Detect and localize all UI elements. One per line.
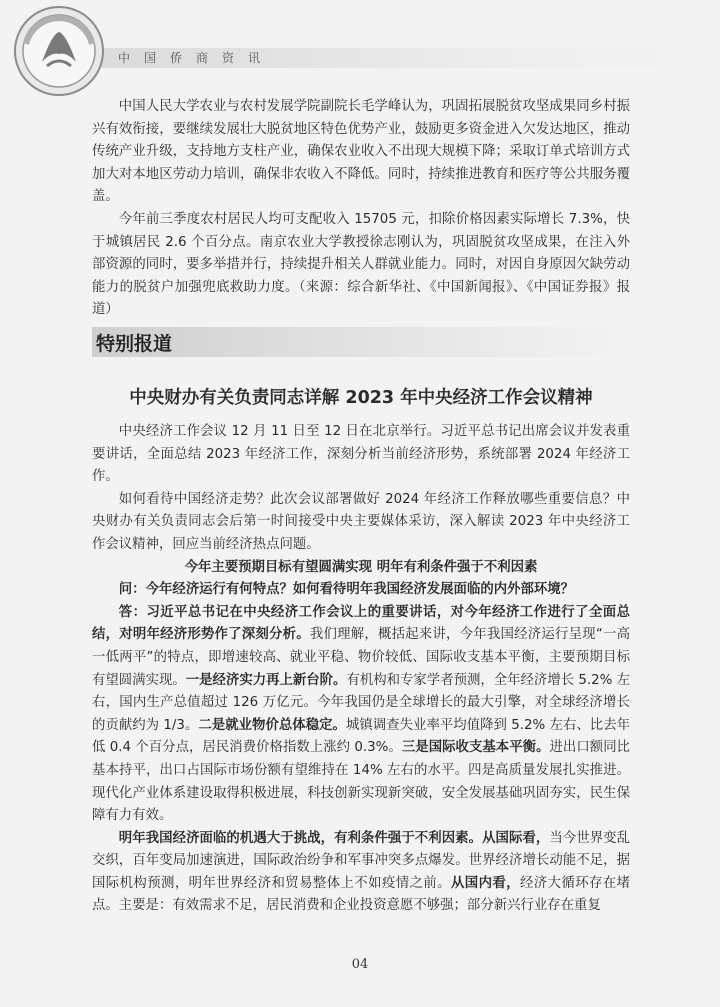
answer-text: 当今世界变乱交织，百年变局加速演进，国际政治纷争和军事冲突多点爆发。世界经济增长动能不足，据国际机构预测，明年世界经济和贸易整体上不如疫情之前。 [92,830,631,891]
intro-paragraph-2: 今年前三季度农村居民人均可支配收入 15705 元，扣除价格因素实际增长 7.3%，快于城镇居民 2.6 个百分点。南京农业大学教授徐志刚认为，巩固脱贫攻坚成果，在注入外部资源的同时，要多举措并行，持续提升相关人群就业能力。同时，对因自身原因欠缺劳动能力的脱贫户加强兜底救助力度。（来源：综合新华社、《中国新闻报》、《中国证券报》报道） [92,211,630,318]
header-title: 中国侨商资讯 [118,51,275,65]
intro-paragraph-1: 中国人民大学农业与农村发展学院副院长毛学峰认为，巩固拓展脱贫攻坚成果同乡村振兴有效衔接，要继续发展壮大脱贫地区特色优势产业，鼓励更多资金进入欠发达地区，推动传统产业升级，支持地方支柱产业，确保农业收入不出现大规模下降；采取订单式培训方式加大对本地区劳动力培训，确保非农收入不降低。同时，持续推进教育和医疗等公共服务覆盖。 [92,99,630,205]
article-subheading: 今年主要预期目标有望圆满实现 明年有利条件强于不利因素 [184,559,538,575]
magazine-logo [12,4,106,98]
answer-bold: 三是国际收支基本平衡。 [401,740,550,756]
answer-bold: 二是就业物价总体稳定。 [198,717,346,733]
answer-text: 进出口额同比基本持平，出口占国际市场份额有望维持在 14% 左右的水平。四是高质量发展扎实推进。现代化产业体系建设取得积极进展，科技创新实现新突破，安全发展基础巩固夯实，民生保障有力有效。 [92,740,631,824]
section-banner [92,327,632,357]
answer-text: 经济大循环存在堵点。主要是：有效需求不足，居民消费和企业投资意愿不够强；部分新兴行业存在重复 [92,875,631,914]
article-paragraph-2: 如何看待中国经济走势？此次会议部署做好 2024 年经济工作释放哪些重要信息？中央财办有关负责同志会后第一时间接受中央主要媒体采访，深入解读 2023 年中央经济工作会议精神，回应当前经济热点问题。 [92,491,630,552]
answer-bold: 明年我国经济面临的机遇大于挑战，有利条件强于不利因素。从国际看， [118,830,550,846]
section-label: 特别报道 [96,333,173,355]
interview-answer-2 [92,828,630,918]
answer-bold: 答：习近平总书记在中央经济工作会议上的重要讲话，对今年经济工作进行了全面总结，对明年经济形势作了深刻分析。 [92,604,630,643]
answer-text: 我们理解，概括起来讲，今年我国经济运行呈现“一高一低两平”的特点，即增速较高、就业平稳、物价较低、国际收支基本平衡，主要预期目标有望圆满实现。 [92,627,631,688]
article-body [92,421,630,918]
intro-text [92,96,630,322]
interview-answer-1 [92,602,630,828]
answer-bold: 一是经济实力再上新台阶。 [185,672,347,688]
answer-text: 有机构和专家学者预测，全年经济增长 5.2% 左右，国内生产总值超过 126 万亿元。今年我国仍是全球增长的最大引擎，对全球经济增长的贡献约为 1/3。 [92,672,631,733]
article-paragraph-1: 中央经济工作会议 12 月 11 日至 12 日在北京举行。习近平总书记出席会议并发表重要讲话，全面总结 2023 年经济工作，深刻分析当前经济形势，系统部署 2024 年经济工作。 [92,424,630,485]
section-banner-background [92,327,632,357]
page-number: 04 [351,957,369,972]
article-title: 中央财办有关负责同志详解 2023 年中央经济工作会议精神 [129,388,593,408]
page-header [0,0,720,90]
answer-bold: 从国内看， [450,875,520,891]
answer-text: 城镇调查失业率平均值降到 5.2% 左右、比去年低 0.4 个百分点，居民消费价格指数上涨约 0.3%。 [92,717,631,756]
interview-question: 问：今年经济运行有何特点？如何看待明年我国经济发展面临的内外部环境？ [118,582,575,598]
